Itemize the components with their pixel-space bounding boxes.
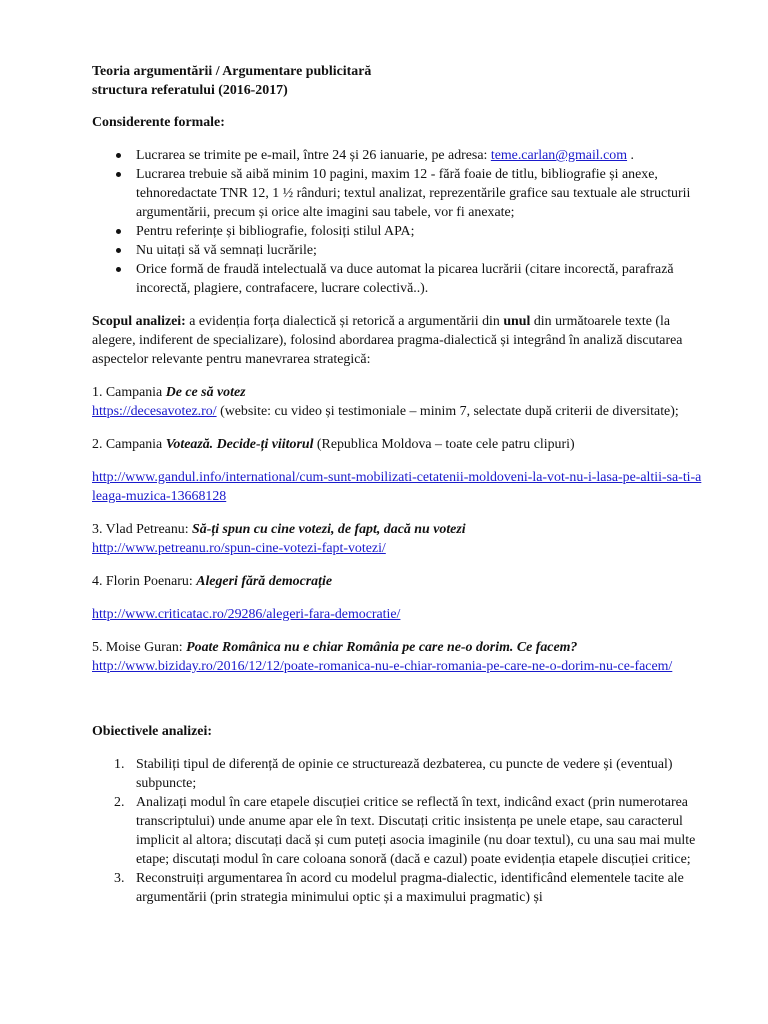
list-item	[92, 222, 702, 241]
list-item	[92, 241, 702, 260]
bullet-text: Lucrarea trebuie să aibă minim 10 pagini, maxim 12 - fără foaie de titlu, bibliografie și anexe, tehnoredactate TNR 12, 1 ½ rânduri; textul analizat, reprezentările grafice sau textuale ale structurii argumentării, precum și orice alte imagini sau tabele, vor fi anexate;	[136, 167, 691, 220]
bullet-icon	[116, 229, 121, 234]
bullet-icon	[116, 267, 121, 272]
objective-number: 1.	[114, 757, 125, 772]
objective-text: Reconstruiți argumentarea în acord cu modelul pragma-dialectic, identificând elementele tacite ale argumentării (prin strategia minimului optic și a maximului pragmatic) și	[136, 871, 684, 905]
item-1-body	[92, 402, 702, 421]
list-item	[92, 793, 702, 869]
objectives-heading: Obiectivele analizei:	[92, 724, 212, 739]
item-3-link[interactable]: http://www.petreanu.ro/spun-cine-votezi-fapt-votezi/	[92, 541, 386, 556]
formal-list	[92, 146, 702, 298]
item-5-title: Poate Românica nu e chiar România pe care ne-o dorim. Ce facem?	[186, 640, 578, 655]
list-item	[92, 165, 702, 222]
item-2-body	[92, 468, 702, 506]
bullet-icon	[116, 153, 121, 158]
bullet-icon	[116, 248, 121, 253]
item-1-after: (website: cu video și testimoniale – minim 7, selectate după criterii de diversitate);	[216, 404, 679, 419]
item-3-prefix: 3. Vlad Petreanu:	[92, 522, 193, 537]
doc-title-line1: Teoria argumentării / Argumentare publicitară	[92, 64, 372, 79]
item-4-prefix: 4. Florin Poenaru:	[92, 574, 197, 589]
item-2-title: Votează. Decide-ți viitorul	[165, 437, 314, 452]
bullet-text: Nu uitați să vă semnați lucrările;	[136, 243, 317, 258]
scope-text-b: din următoarele texte (la alegere, indiferent de specializare), folosind abordarea pragma-dialectică și integrând în analiză discutarea aspectelor relevante pentru manevrarea strategică:	[92, 314, 683, 367]
bullet-text: Pentru referințe și bibliografie, folosiți stilul APA;	[136, 224, 415, 239]
formal-heading: Considerente formale:	[92, 115, 225, 130]
item-3-heading	[92, 520, 702, 539]
doc-title-line2: structura referatului (2016-2017)	[92, 83, 288, 98]
item-1-prefix: 1. Campania	[92, 385, 166, 400]
bullet-icon	[116, 172, 121, 177]
objective-text: Analizați modul în care etapele discuției critice se reflectă în text, indicând exact (prin numerotarea transcriptului) unde anume apar ele în text. Discutați critic insistența pe unele etape, sau caracterul implicit al altora; discutați dacă și cum puteți asocia imaginile (nu doar textul), cu una sau mai multe etape; discutați modul în care coloana sonoră (dacă e cazul) poate evidenția etapele discuției critice;	[136, 795, 696, 867]
bullet-text-end: .	[627, 148, 635, 163]
objective-text: Stabiliți tipul de diferență de opinie ce structurează dezbaterea, cu puncte de vedere și (eventual) subpuncte;	[136, 757, 673, 791]
item-4-body	[92, 605, 702, 624]
item-3-body	[92, 539, 702, 558]
item-2-suffix: (Republica Moldova – toate cele patru clipuri)	[313, 437, 575, 452]
scope-paragraph	[92, 312, 702, 369]
item-2-link[interactable]: http://www.gandul.info/international/cum-sunt-mobilizati-cetatenii-moldoveni-la-vot-nu-i-lasa-pe-altii-sa-ti-aleaga-muzica-13668128	[92, 470, 702, 504]
objectives-list	[92, 755, 702, 907]
list-item	[92, 260, 702, 298]
item-1-heading	[92, 383, 702, 402]
scope-label: Scopul analizei:	[92, 314, 186, 329]
scope-strong: unul	[503, 314, 531, 329]
item-5-prefix: 5. Moise Guran:	[92, 640, 187, 655]
item-1-link[interactable]: https://decesavotez.ro/	[92, 404, 217, 419]
objective-number: 3.	[114, 871, 125, 886]
item-2-heading	[92, 435, 702, 454]
email-link[interactable]: teme.carlan@gmail.com	[490, 148, 628, 163]
list-item	[92, 146, 702, 165]
objective-number: 2.	[114, 795, 125, 810]
item-2-prefix: 2. Campania	[92, 437, 166, 452]
item-1-title: De ce să votez	[165, 385, 246, 400]
scope-text-a: a evidenția forța dialectică și retorică a argumentării din	[185, 314, 504, 329]
item-3-title: Să-ți spun cu cine votezi, de fapt, dacă nu votezi	[192, 522, 466, 537]
item-4-heading	[92, 572, 702, 591]
item-5-heading	[92, 638, 702, 657]
list-item	[92, 869, 702, 907]
bullet-text: Lucrarea se trimite pe e-mail, între 24 și 26 ianuarie, pe adresa:	[136, 148, 491, 163]
list-item	[92, 755, 702, 793]
item-4-title: Alegeri fără democrație	[196, 574, 332, 589]
bullet-text: Orice formă de fraudă intelectuală va duce automat la picarea lucrării (citare incorectă, parafrază incorectă, plagiere, contrafacere, lucrare colectivă..).	[136, 262, 674, 296]
item-4-link[interactable]: http://www.criticatac.ro/29286/alegeri-fara-democratie/	[92, 607, 401, 622]
document-page	[92, 62, 702, 907]
item-5-body	[92, 657, 702, 676]
item-5-link[interactable]: http://www.biziday.ro/2016/12/12/poate-romanica-nu-e-chiar-romania-pe-care-ne-o-dorim-nu-ce-facem/	[92, 659, 673, 674]
